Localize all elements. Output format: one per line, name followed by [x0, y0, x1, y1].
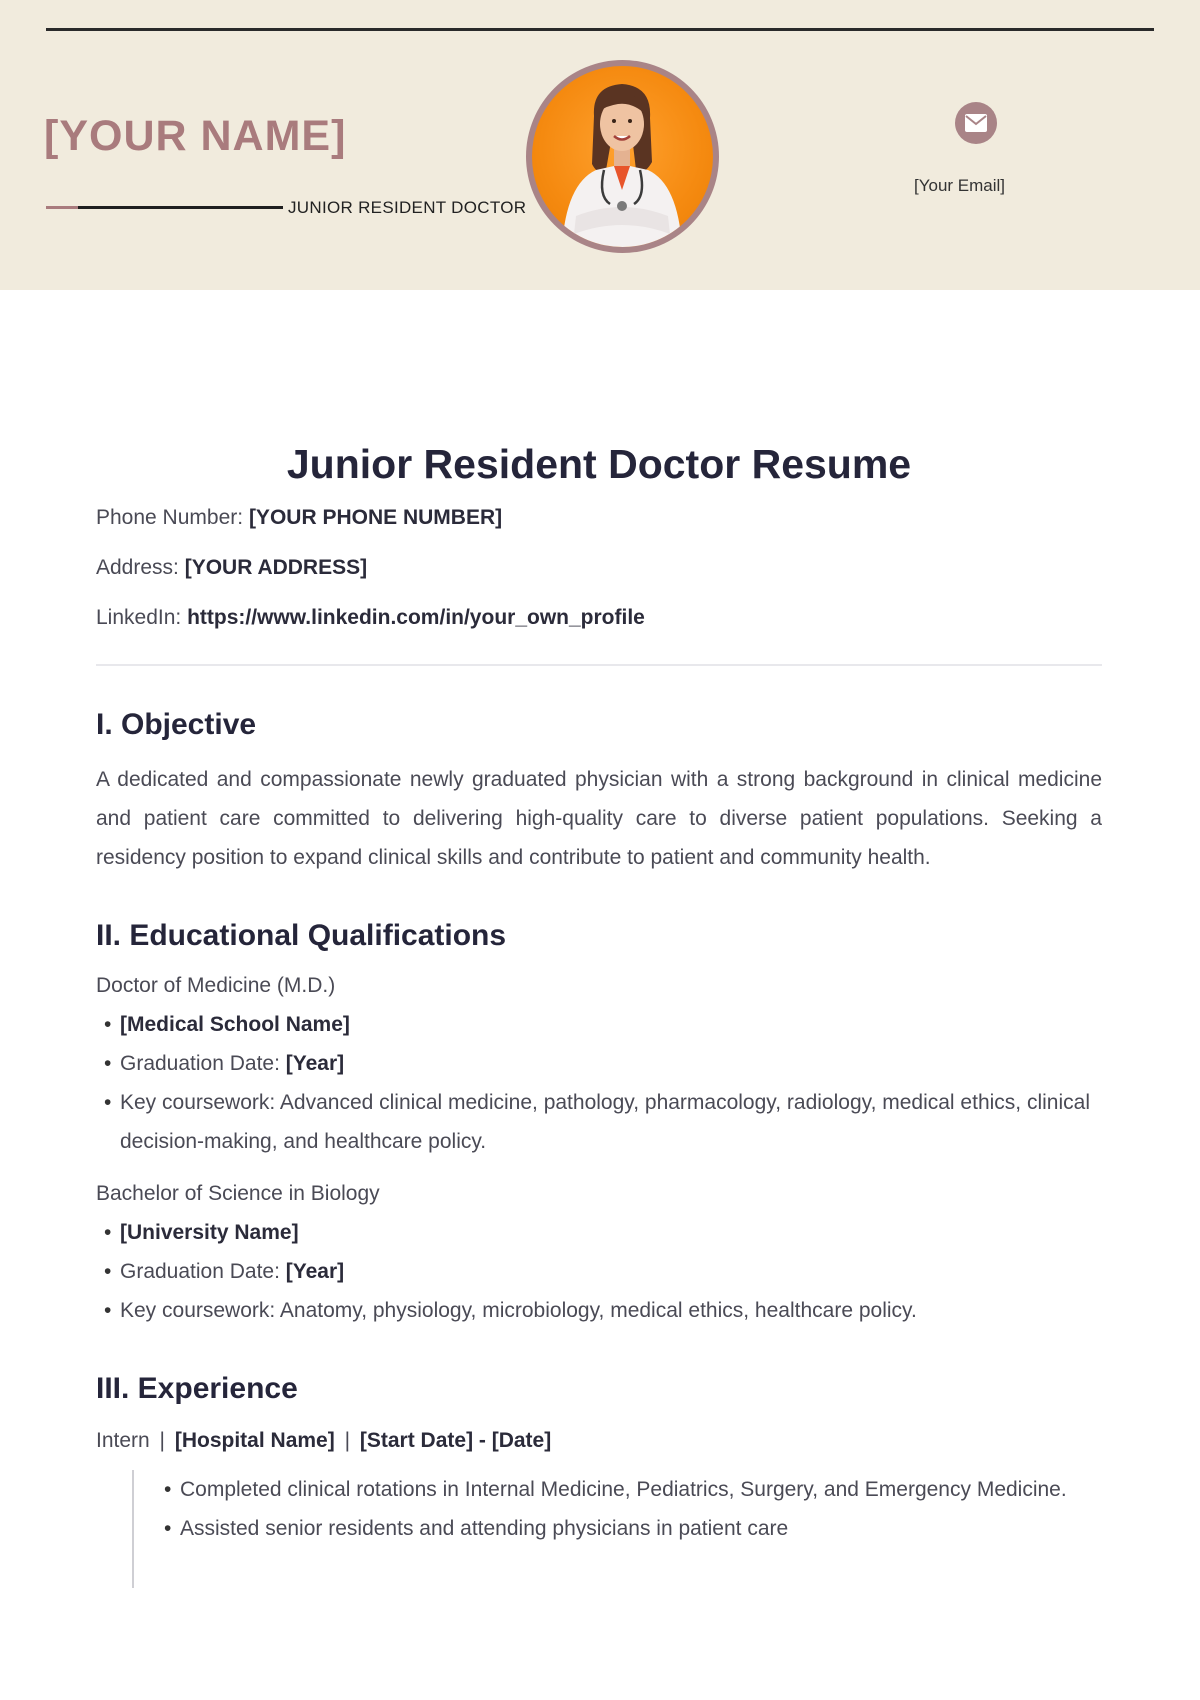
graduation-year: [Year] [285, 1052, 345, 1075]
contact-address [96, 546, 1102, 590]
resume-body [96, 438, 1102, 1588]
section-divider [96, 664, 1102, 666]
list-item [96, 1005, 1102, 1044]
experience-dates: [Start Date] - [Date] [359, 1429, 552, 1452]
list-item [96, 1252, 1102, 1291]
experience-bullets [164, 1470, 1102, 1548]
graduation-year: [Year] [285, 1260, 345, 1283]
list-item [96, 1044, 1102, 1083]
header-top-rule [46, 28, 1154, 31]
objective-heading: I. Objective [96, 708, 257, 741]
education-heading: II. Educational Qualifications [96, 919, 507, 952]
list-item: • Key coursework: Anatomy, physiology, microbiology, medical ethics, healthcare policy. [96, 1291, 1102, 1330]
degree-details [96, 1005, 1102, 1161]
envelope-icon [955, 102, 997, 144]
contact-phone-label: Phone Number: [96, 506, 244, 529]
email-address[interactable]: [Your Email] [914, 176, 1006, 195]
school-name: [University Name] [120, 1221, 299, 1244]
experience-role-line [96, 1424, 1102, 1458]
experience-role: Intern [96, 1429, 150, 1452]
list-item [96, 1213, 1102, 1252]
contact-address-label: Address: [96, 556, 179, 579]
list-item: • Key coursework: Advanced clinical medicine, pathology, pharmacology, radiology, medical ethics, clinical decision-making, and healthcare policy. [96, 1083, 1102, 1161]
header-banner [0, 0, 1200, 290]
contact-linkedin-label: LinkedIn: [96, 606, 182, 629]
separator: | [159, 1429, 166, 1452]
list-item: • Assisted senior residents and attending physicians in patient care [164, 1509, 1102, 1548]
job-title: JUNIOR RESIDENT DOCTOR [288, 198, 527, 217]
list-item: • Completed clinical rotations in Internal Medicine, Pediatrics, Surgery, and Emergency Medicine. [164, 1470, 1102, 1509]
degree-title: Bachelor of Science in Biology [96, 1182, 380, 1205]
contact-linkedin [96, 596, 1102, 640]
contact-phone [96, 496, 1102, 540]
school-name: [Medical School Name] [120, 1013, 350, 1036]
name-underline [78, 206, 283, 209]
profile-photo-frame [526, 60, 719, 253]
experience-heading: III. Experience [96, 1372, 298, 1405]
profile-photo [532, 66, 713, 247]
graduation-label: Graduation Date: [120, 1052, 280, 1075]
name-underline-accent [46, 206, 78, 209]
contact-address-value: [YOUR ADDRESS] [184, 556, 368, 579]
doctor-portrait-icon [532, 66, 713, 247]
degree-details [96, 1213, 1102, 1330]
resume-name: [YOUR NAME] [44, 112, 347, 160]
degree-title: Doctor of Medicine (M.D.) [96, 974, 336, 997]
graduation-label: Graduation Date: [120, 1260, 280, 1283]
contact-linkedin-link[interactable]: https://www.linkedin.com/in/your_own_profile [187, 606, 645, 629]
separator: | [344, 1429, 351, 1452]
objective-text: A dedicated and compassionate newly graduated physician with a strong background in clinical medicine and patient care committed to delivering high-quality care to diverse patient populations. Seeking a residency position to expand clinical skills and contribute to patient and community health. [96, 768, 1102, 869]
contact-phone-value: [YOUR PHONE NUMBER] [248, 506, 503, 529]
experience-hospital: [Hospital Name] [174, 1429, 335, 1452]
experience-details [132, 1470, 1102, 1588]
document-title: Junior Resident Doctor Resume [286, 441, 912, 487]
